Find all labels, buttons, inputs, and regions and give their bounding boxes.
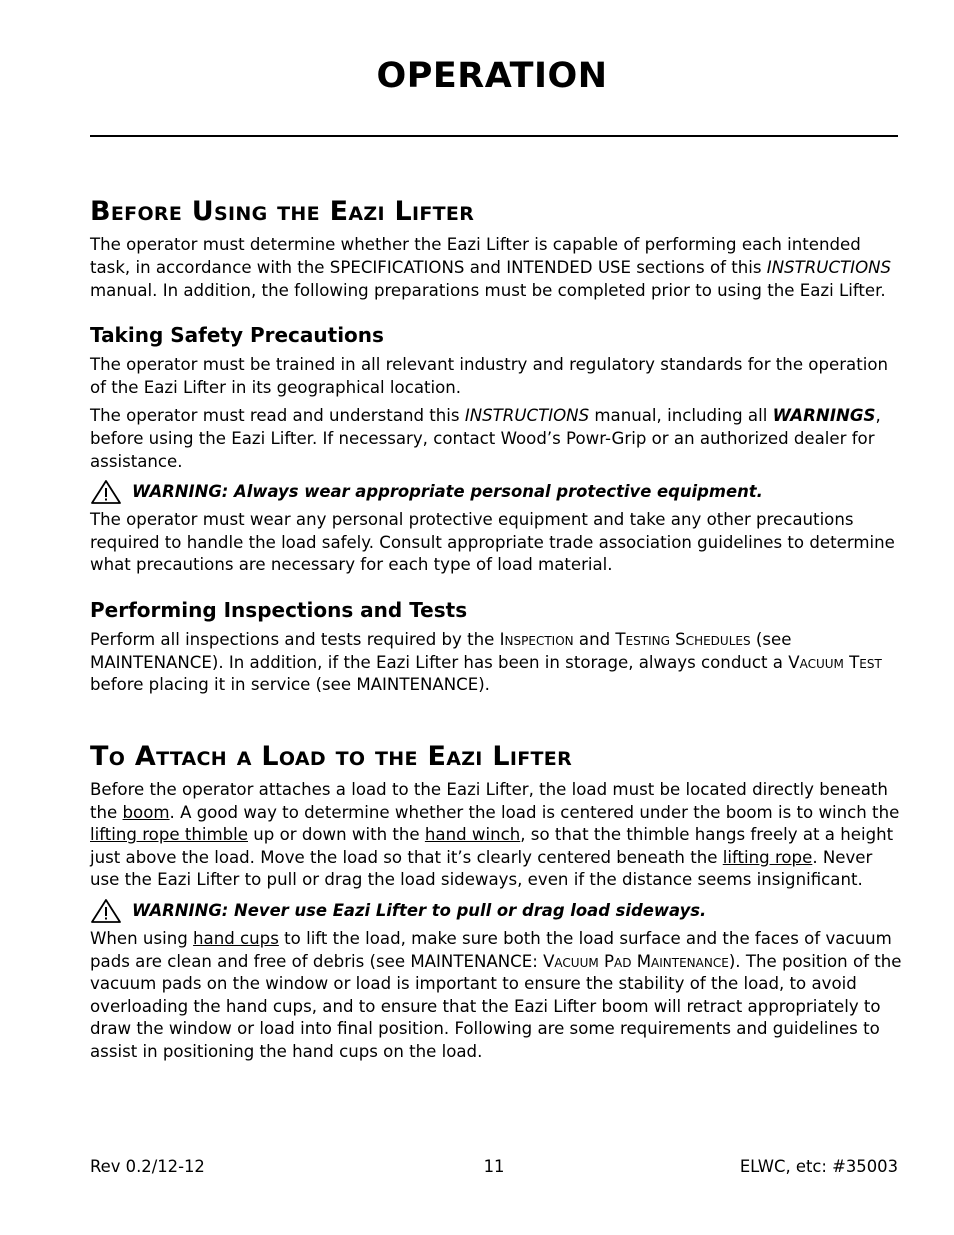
- warning-triangle-icon: [90, 479, 122, 505]
- warning-ppe-text: WARNING: Always wear appropriate personal protective equipment.: [132, 482, 763, 502]
- page-title: OPERATION: [376, 56, 608, 96]
- footer-doc-id: ELWC, etc: #35003: [739, 1157, 898, 1176]
- warning-no-drag: [90, 898, 902, 924]
- footer-revision: Rev 0.2/12-12: [90, 1157, 205, 1176]
- page-footer: [90, 1157, 898, 1181]
- title-divider: [90, 135, 898, 137]
- attach-paragraph-2: When using hand cups to lift the load, make sure both the load surface and the faces of vacuum pads are clean and free of debris (see MAINTENANCE: Vacuum Pad Maintenance). The position of the vacuum pads on the window or load is important to ensure the stability of the load, to avoid overloading the hand cups, and to ensure that the Eazi Lifter boom will retract appropriately to draw the window or load into final position. Following are some requirements and guidelines to assist in positioning the hand cups on the load.: [90, 929, 902, 1062]
- safety-paragraph-2: The operator must read and understand this INSTRUCTIONS manual, including all WARNINGS, before using the Eazi Lifter. If necessary, contact Wood’s Powr-Grip or an authorized dealer for assistance.: [90, 406, 881, 471]
- section-heading-before-using: Before Using the Eazi Lifter: [90, 196, 475, 227]
- document-body: [90, 196, 902, 1070]
- safety-paragraph-1: The operator must be trained in all relevant industry and regulatory standards for the operation of the Eazi Lifter in its geographical location.: [90, 355, 888, 397]
- warning-triangle-icon: [90, 898, 122, 924]
- attach-paragraph-1: Before the operator attaches a load to the Eazi Lifter, the load must be located directly beneath the boom. A good way to determine whether the load is centered under the boom is to winch the lifting rope thimble up or down with the hand winch, so that the thimble hangs freely at a height just above the load. Move the load so that it’s clearly centered beneath the lifting rope. Never use the Eazi Lifter to pull or drag the load sideways, even if the distance seems insignificant.: [90, 780, 900, 890]
- subheading-inspections-tests: Performing Inspections and Tests: [90, 597, 468, 622]
- inspections-paragraph: Perform all inspections and tests required by the Inspection and Testing Schedules (see MAINTENANCE). In addition, if the Eazi Lifter has been in storage, always conduct a Vacuum Test before placing it in service (see MAINTENANCE).: [90, 629, 882, 695]
- section-heading-attach-load: To Attach a Load to the Eazi Lifter: [90, 740, 572, 772]
- warning-ppe: [90, 479, 902, 505]
- subheading-safety-precautions: Taking Safety Precautions: [90, 323, 384, 348]
- warning-no-drag-text: WARNING: Never use Eazi Lifter to pull or drag load sideways.: [132, 901, 707, 921]
- section1-intro: The operator must determine whether the Eazi Lifter is capable of performing each intended task, in accordance with the SPECIFICATIONS and INTENDED USE sections of this INSTRUCTIONS manual. In addition, the following preparations must be completed prior to using the Eazi Lifter.: [90, 235, 892, 300]
- footer-page-number: 11: [483, 1157, 505, 1176]
- safety-paragraph-3: The operator must wear any personal protective equipment and take any other precautions required to handle the load safely. Consult appropriate trade association guidelines to determine what precautions are necessary for each type of load material.: [90, 510, 895, 575]
